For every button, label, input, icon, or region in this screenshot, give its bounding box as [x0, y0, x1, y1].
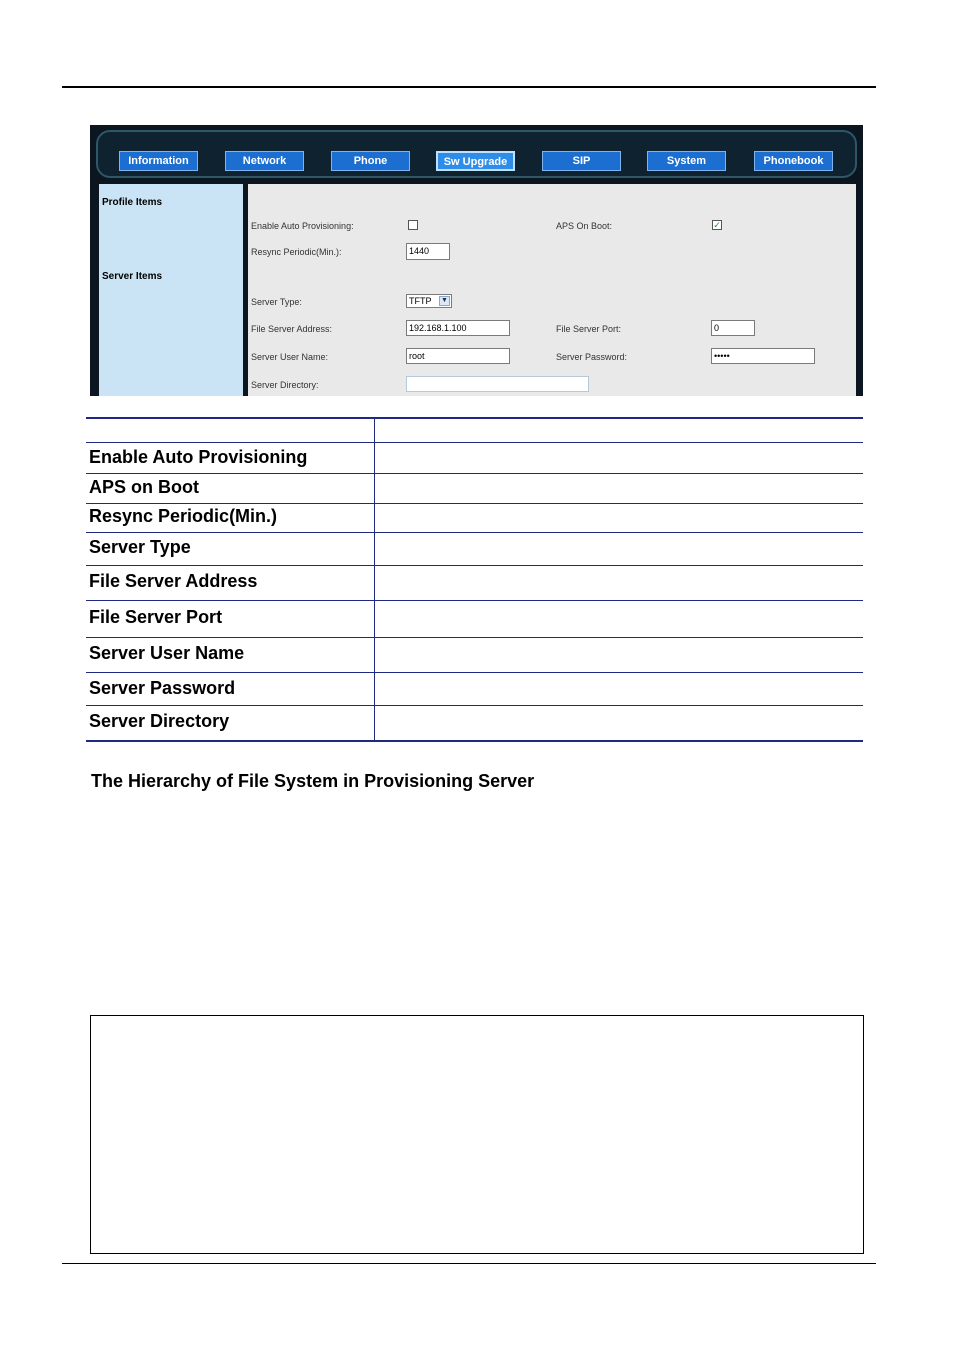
chevron-down-icon[interactable]: ▼ [439, 296, 450, 306]
table-row: Server Password [89, 678, 236, 698]
table-row: APS on Boot [89, 477, 199, 497]
nav-tab-network[interactable]: Network [225, 151, 304, 171]
resync-periodic-input[interactable]: 1440 [406, 243, 450, 260]
file-server-port-label: File Server Port: [556, 324, 622, 334]
file-server-port-input[interactable]: 0 [711, 320, 755, 336]
nav-tab-phone[interactable]: Phone [331, 151, 410, 171]
server-user-name-input[interactable]: root [406, 348, 510, 364]
page-top-rule [62, 86, 876, 88]
table-rule [86, 532, 863, 533]
table-row: File Server Port [89, 607, 223, 627]
enable-auto-provisioning-label: Enable Auto Provisioning: [251, 221, 354, 231]
table-row: File Server Address [89, 571, 258, 591]
resync-periodic-label: Resync Periodic(Min.): [251, 247, 342, 257]
server-type-label: Server Type: [251, 297, 302, 307]
check-icon: ✓ [713, 220, 721, 230]
table-rule [86, 442, 863, 443]
file-server-address-input[interactable]: 192.168.1.100 [406, 320, 510, 336]
file-server-address-label: File Server Address: [251, 324, 333, 334]
nav-tab-sip[interactable]: SIP [542, 151, 621, 171]
table-rule [86, 417, 863, 419]
table-rule [86, 473, 863, 474]
sidebar [99, 184, 243, 396]
nav-tab-information[interactable]: Information [119, 151, 198, 171]
aps-on-boot-label: APS On Boot: [556, 221, 613, 231]
server-type-select[interactable] [406, 294, 452, 308]
server-user-name-label: Server User Name: [251, 352, 329, 362]
server-password-label: Server Password: [556, 352, 628, 362]
table-row: Resync Periodic(Min.) [89, 506, 278, 526]
table-row: Server Type [89, 537, 191, 557]
server-directory-label: Server Directory: [251, 380, 319, 390]
table-rule [86, 705, 863, 706]
page-bottom-rule [62, 1263, 876, 1264]
aps-on-boot-checkbox[interactable] [712, 220, 722, 230]
table-rule [86, 637, 863, 638]
table-row: Server Directory [89, 711, 230, 731]
table-rule [86, 740, 863, 742]
table-rule [86, 503, 863, 504]
sidebar-profile-items[interactable]: Profile Items [102, 197, 163, 208]
table-row: Server User Name [89, 643, 245, 663]
server-type-value: TFTP [409, 296, 432, 306]
table-column-divider [374, 417, 375, 741]
nav-bar [96, 130, 857, 178]
table-row: Enable Auto Provisioning [89, 447, 308, 467]
server-password-input[interactable]: ••••• [711, 348, 815, 364]
server-directory-input[interactable] [406, 376, 589, 392]
sidebar-server-items[interactable]: Server Items [102, 271, 163, 282]
table-rule [86, 600, 863, 601]
nav-tab-sw-upgrade[interactable]: Sw Upgrade [436, 151, 515, 171]
nav-tab-system[interactable]: System [647, 151, 726, 171]
enable-auto-provisioning-checkbox[interactable] [408, 220, 418, 230]
empty-figure-box [90, 1015, 864, 1254]
web-ui-screenshot [90, 125, 863, 396]
table-rule [86, 672, 863, 673]
section-heading: The Hierarchy of File System in Provisioning Server [91, 771, 535, 791]
table-rule [86, 565, 863, 566]
settings-form [248, 184, 856, 396]
nav-tab-phonebook[interactable]: Phonebook [754, 151, 833, 171]
